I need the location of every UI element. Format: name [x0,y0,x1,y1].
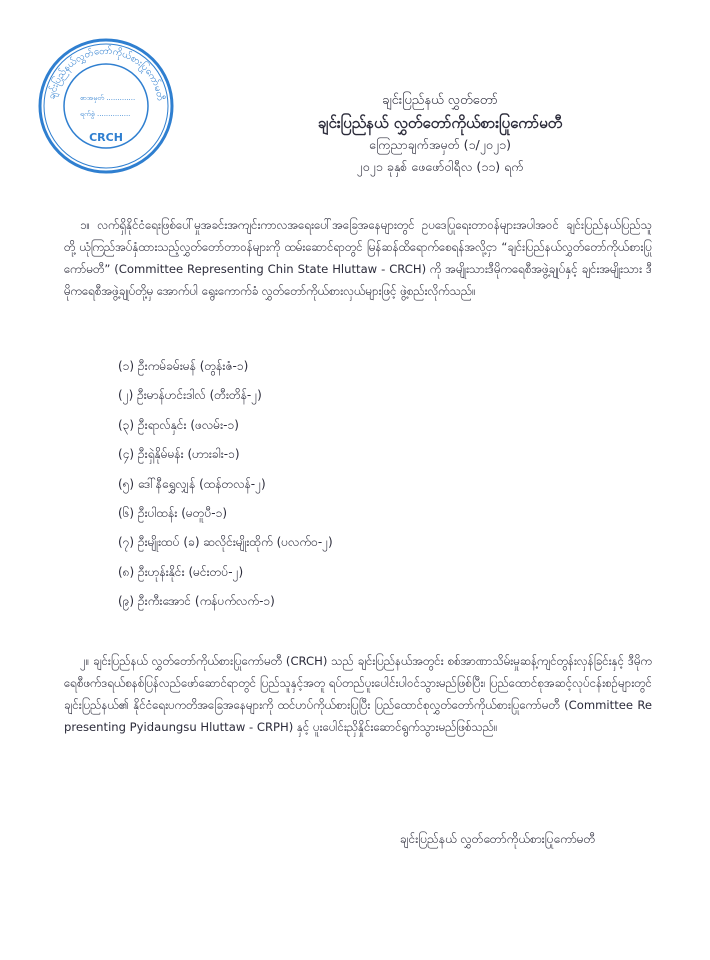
document-header [230,90,650,178]
member-item: (၉) ဦးကီးအောင် (ကန်ပက်လက်-၁) [118,594,275,609]
seal-ring-text: ချင်းပြည်နယ်လွှတ်တော်ကိုယ်စားပြုကော်မတီ [46,45,166,102]
member-item: (၃) ဦးရာလ်နှင်း (ဖလမ်း-၁) [118,417,239,432]
member-item: (၇) ဦးမျိုးထပ် (ခ) ဆလိုင်းမျိုးထိုက် (ပလက်ဝ-၂) [118,535,333,550]
member-item: (၁) ဦးကမ်ခမ်းမန် (တွန်းဇံ-၁) [118,359,249,373]
header-organization: ချင်းပြည်နယ် လွှတ်တော် [382,93,498,108]
member-item: (၅) ဒေါ်နီရွှေလျှန် (ထန်တလန်-၂) [118,476,266,491]
signature-block: ချင်းပြည်နယ် လွှတ်တော်ကိုယ်စားပြုကော်မတီ [400,832,596,846]
header-committee-title: ချင်းပြည်နယ် လွှတ်တော်ကိုယ်စားပြုကော်မတီ [317,114,563,132]
seal-field-date: ရက်စွဲ ............... [80,110,131,118]
header-date: ၂၀၂၁ ခုနှစ် ဖေဖော်ဝါရီလ (၁၁) ရက် [356,159,524,174]
paragraph-1: ၁။ လက်ရှိနိုင်ငံရေးဖြစ်ပေါ်မှုအခင်းအကျင်းကာလအရေးပေါ်အခြေအနေများတွင် ဥပဒေပြုရေးတာဝန်များအပါအဝင် ချင်းပြည်နယ်ပြည်သူတို့ ယုံကြည်အပ်နှံထားသည့်လွှတ်တော်တာဝန်များကို ထမ်းဆောင်ရာတွင် မြန်ဆန်ထိရောက်စေရန်အလို့ငှာ “ချင်းပြည်နယ်လွှတ်တော်ကိုယ်စားပြုကော်မတီ” (Committee Representing Chin State Hluttaw - CRCH) ကို အမျိုးသားဒီမိုကရေစီအဖွဲ့ချုပ်နှင့် ချင်းအမျိုးသား ဒီမိုကရေစီအဖွဲ့ချုပ်တို့မှ အောက်ပါ ရွေးကောက်ခံ လွှတ်တော်ကိုယ်စားလှယ်များဖြင့် ဖွဲ့စည်းလိုက်သည်။ [64,218,652,298]
header-announcement-number: ကြေညာချက်အမှတ် (၁/၂၀၂၁) [369,137,511,152]
paragraph-2: ၂။ ချင်းပြည်နယ် လွှတ်တော်ကိုယ်စားပြုကော်မတီ (CRCH) သည် ချင်းပြည်နယ်အတွင်း စစ်အာဏာသိမ်းမှုဆန့်ကျင်တွန်းလှန်ခြင်းနှင့် ဒီမိုကရေစီဖက်ဒရယ်စနစ်ပြန်လည်ဖော်ဆောင်ရာတွင် ပြည်သူနှင့်အတူ ရပ်တည်ပူးပေါင်းပါဝင်သွားမည်ဖြစ်ပြီး၊ ပြည်ထောင်စုအဆင့်လုပ်ငန်းစဉ်များတွင် ချင်းပြည်နယ်၏ နိုင်ငံရေးပကတိအခြေအနေများကို ထင်ဟပ်ကိုယ်စားပြုပြီး ပြည်ထောင်စုလွှတ်တော်ကိုယ်စားပြုကော်မတီ (Committee Representing Pyidaungsu Hluttaw - CRPH) နှင့် ပူးပေါင်းညှိနှိုင်းဆောင်ရွက်သွားမည်ဖြစ်သည်။ [64,654,652,734]
member-item: (၂) ဦးမာန်ဟင်းဒါလ် (တီးတိန်-၂) [118,388,262,403]
seal-acronym: CRCH [89,131,123,144]
seal-field-number: စာအမှတ် ............. [80,94,136,102]
member-item: (၄) ဦးရှဲနိုမ်မန်း (ဟားခါး-၁) [118,447,240,462]
member-list [118,355,638,620]
seal-graphic [36,36,176,176]
official-seal [36,36,176,176]
member-item: (၈) ဦးဟုန်းနိုင်း (မင်းတပ်-၂) [118,564,244,579]
member-item: (၆) ဦးပါထန်း (မတူပီ-၁) [118,505,228,520]
